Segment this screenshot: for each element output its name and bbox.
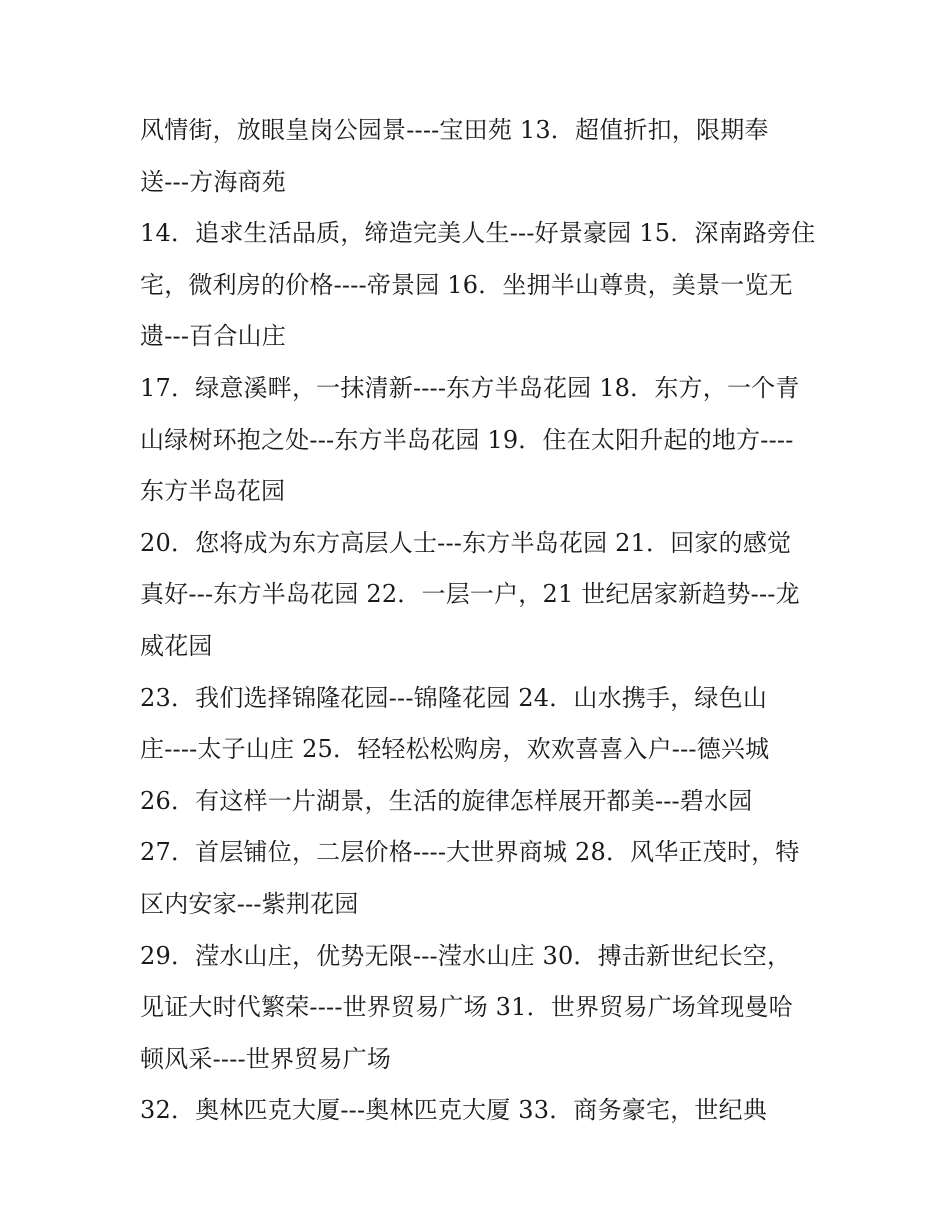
text-line: 威花园 xyxy=(140,631,213,660)
text-line: 庄----太子山庄 25．轻轻松松购房，欢欢喜喜入户---德兴城 xyxy=(140,735,770,764)
text-line: 区内安家---紫荆花园 xyxy=(140,889,359,918)
text-line: 风情街，放眼皇岗公园景----宝田苑 13．超值折扣，限期奉 xyxy=(140,116,769,144)
text-line: 20．您将成为东方高层人士---东方半岛花园 21．回家的感觉 xyxy=(140,528,792,557)
text-line: 送---方海商苑 xyxy=(140,167,286,196)
text-line: 山绿树环抱之处---东方半岛花园 19．住在太阳升起的地方---- xyxy=(140,425,794,454)
text-line: 23．我们选择锦隆花园---锦隆花园 24．山水携手，绿色山 xyxy=(140,683,768,712)
text-line: 见证大时代繁荣----世界贸易广场 31．世界贸易广场耸现曼哈 xyxy=(140,993,793,1022)
body-text xyxy=(140,108,830,1140)
text-line: 顿风采----世界贸易广场 xyxy=(140,1044,392,1073)
text-line: 14．追求生活品质，缔造完美人生---好景豪园 15．深南路旁住 xyxy=(140,219,816,248)
text-line: 32．奥林匹克大厦---奥林匹克大厦 33．商务豪宅，世纪典 xyxy=(140,1096,768,1125)
text-line: 遗---百合山庄 xyxy=(140,322,286,351)
text-line: 26．有这样一片湖景，生活的旋律怎样展开都美---碧水园 xyxy=(140,786,753,815)
text-line: 17．绿意溪畔，一抹清新----东方半岛花园 18．东方，一个青 xyxy=(140,373,800,402)
text-line: 真好---东方半岛花园 22．一层一户，21 世纪居家新趋势---龙 xyxy=(140,580,800,609)
text-line: 29．滢水山庄，优势无限---滢水山庄 30．搏击新世纪长空， xyxy=(140,941,792,970)
text-line: 27．首层铺位，二层价格----大世界商城 28．风华正茂时，特 xyxy=(140,838,800,867)
text-line: 东方半岛花园 xyxy=(140,477,286,506)
text-line: 宅，微利房的价格----帝景园 16．坐拥半山尊贵，美景一览无 xyxy=(140,270,793,299)
